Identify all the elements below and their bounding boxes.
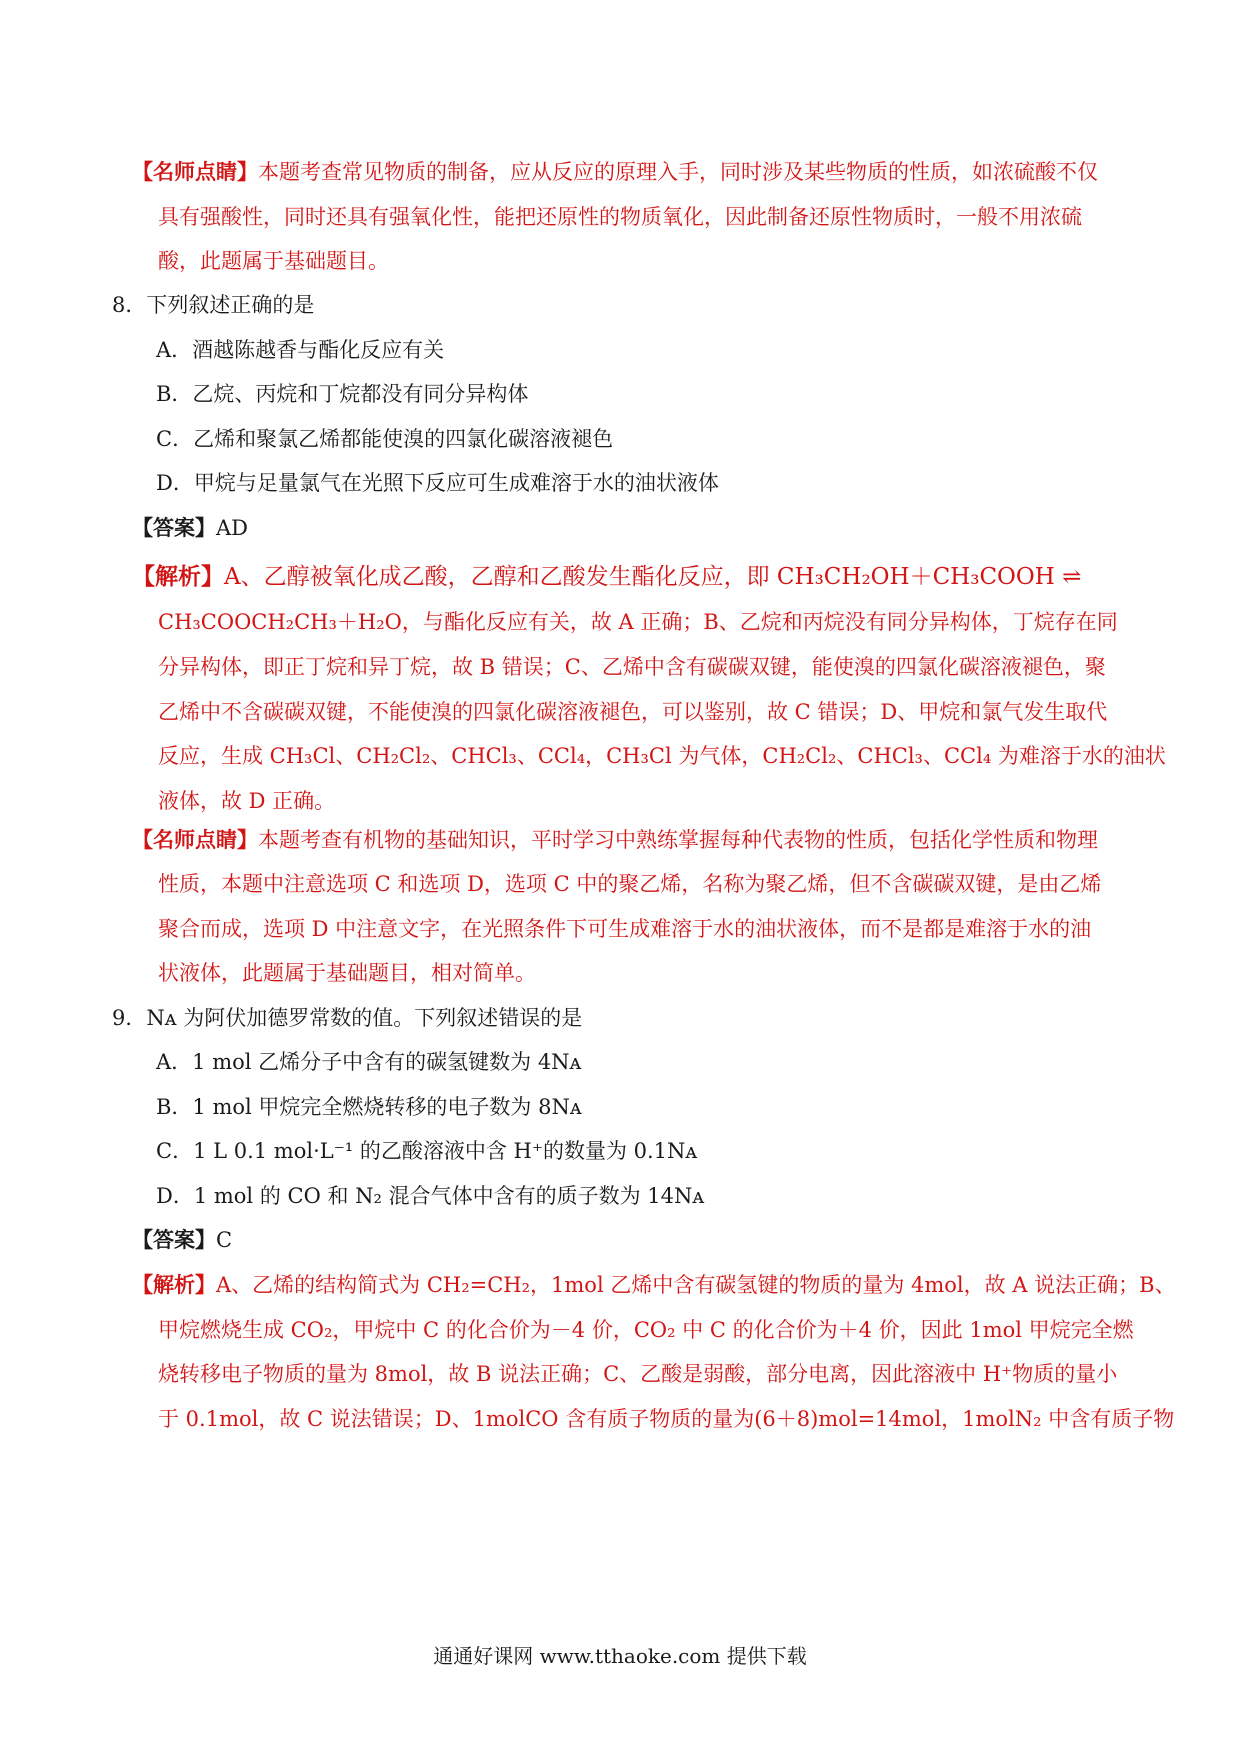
q8-analysis-line4: 乙烯中不含碳碳双键，不能使溴的四氯化碳溶液褪色，可以鉴别，故 C 错误；D、甲烷和氯气发生取代	[158, 700, 1108, 724]
q9-stem: 9．Nᴀ 为阿伏加德罗常数的值。下列叙述错误的是	[112, 1006, 583, 1030]
q8-analysis-line3: 分异构体，即正丁烷和异丁烷，故 B 错误；C、乙烯中含有碳碳双键，能使溴的四氯化碳溶液褪色，聚	[158, 655, 1106, 679]
note1-line3: 酸，此题属于基础题目。	[158, 249, 389, 273]
q9-analysis-line4: 于 0.1mol，故 C 说法错误；D、1molCO 含有质子物质的量为(6＋8)mol=14mol，1molN₂ 中含有质子物	[158, 1407, 1175, 1431]
q8-stem: 8．下列叙述正确的是	[112, 293, 315, 317]
q9-option-b: B．1 mol 甲烷完全燃烧转移的电子数为 8Nᴀ	[156, 1095, 582, 1119]
q8-analysis-tag: 【解析】	[132, 563, 224, 590]
q9-option-c: C．1 L 0.1 mol·L⁻¹ 的乙酸溶液中含 H⁺的数量为 0.1Nᴀ	[156, 1139, 698, 1163]
q8-option-b: B．乙烷、丙烷和丁烷都没有同分异构体	[156, 382, 529, 406]
q8-answer: 【答案】AD	[132, 515, 249, 540]
q9-option-d: D．1 mol 的 CO 和 N₂ 混合气体中含有的质子数为 14Nᴀ	[156, 1184, 705, 1208]
q8-note-line3: 聚合而成，选项 D 中注意文字，在光照条件下可生成难溶于水的油状液体，而不是都是难溶于水的油	[158, 917, 1092, 941]
q8-note-line4: 状液体，此题属于基础题目，相对简单。	[158, 961, 536, 985]
q8-note-tag: 【名师点睛】	[132, 827, 258, 852]
q9-option-a: A．1 mol 乙烯分子中含有的碳氢键数为 4Nᴀ	[156, 1050, 582, 1074]
q8-analysis-line1: 【解析】A、乙醇被氧化成乙酸，乙醇和乙酸发生酯化反应，即 CH₃CH₂OH＋CH₃COOH ⇌	[132, 563, 1082, 590]
q8-option-c: C．乙烯和聚氯乙烯都能使溴的四氯化碳溶液褪色	[156, 427, 614, 451]
page-footer: 通通好课网 www.tthaoke.com 提供下载	[433, 1644, 807, 1668]
note1-tag: 【名师点睛】	[132, 159, 258, 184]
q8-analysis-line2: CH₃COOCH₂CH₃＋H₂O，与酯化反应有关，故 A 正确；B、乙烷和丙烷没有同分异构体，丁烷存在同	[158, 610, 1118, 634]
note1-line2: 具有强酸性，同时还具有强氧化性，能把还原性的物质氧化，因此制备还原性物质时，一般不用浓硫	[158, 205, 1082, 229]
q9-answer: 【答案】C	[132, 1227, 233, 1252]
q8-note-line1: 【名师点睛】本题考查有机物的基础知识，平时学习中熟练掌握每种代表物的性质，包括化学性质和物理	[132, 827, 1098, 852]
q9-analysis-line1: 【解析】A、乙烯的结构简式为 CH₂=CH₂，1mol 乙烯中含有碳氢键的物质的量为 4mol，故 A 说法正确；B、	[132, 1272, 1176, 1297]
q8-option-a: A．酒越陈越香与酯化反应有关	[156, 338, 445, 362]
q9-analysis-line3: 烧转移电子物质的量为 8mol，故 B 说法正确；C、乙酸是弱酸，部分电离，因此溶液中 H⁺物质的量小	[158, 1362, 1118, 1386]
q9-analysis-tag: 【解析】	[132, 1272, 216, 1297]
q9-analysis-line2: 甲烷燃烧生成 CO₂，甲烷中 C 的化合价为－4 价，CO₂ 中 C 的化合价为＋4 价，因此 1mol 甲烷完全燃	[158, 1318, 1134, 1342]
q8-analysis-line6: 液体，故 D 正确。	[158, 789, 336, 813]
q8-analysis-line5: 反应，生成 CH₃Cl、CH₂Cl₂、CHCl₃、CCl₄，CH₃Cl 为气体，CH₂Cl₂、CHCl₃、CCl₄ 为难溶于水的油状	[158, 744, 1166, 768]
note1-line1: 【名师点睛】本题考查常见物质的制备，应从反应的原理入手，同时涉及某些物质的性质，如浓硫酸不仅	[132, 159, 1098, 184]
q8-option-d: D．甲烷与足量氯气在光照下反应可生成难溶于水的油状液体	[156, 471, 719, 495]
q8-note-line2: 性质，本题中注意选项 C 和选项 D，选项 C 中的聚乙烯，名称为聚乙烯，但不含碳碳双键，是由乙烯	[158, 872, 1102, 896]
